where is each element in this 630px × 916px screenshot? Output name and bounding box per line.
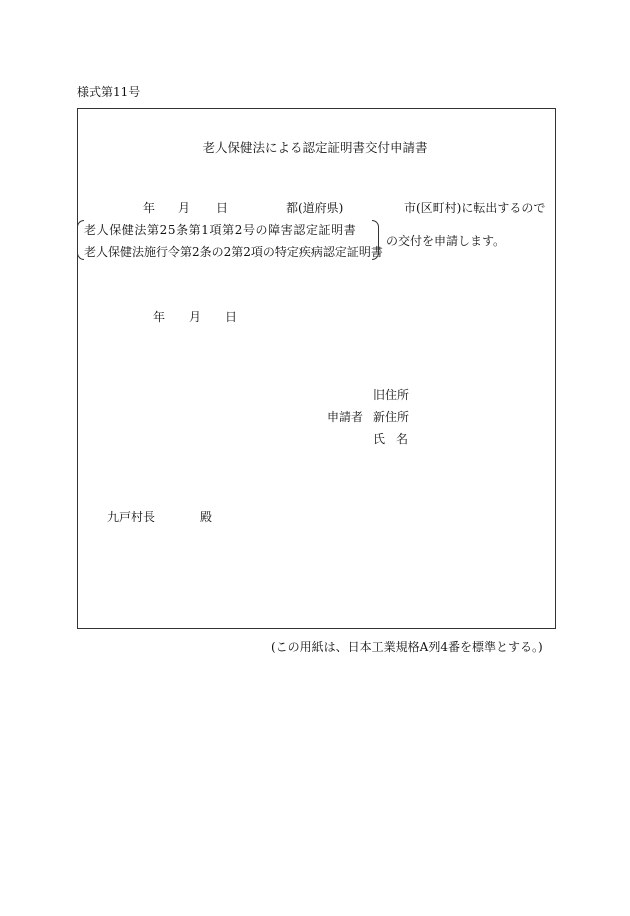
old-address-label: 旧住所 [373, 388, 410, 402]
transfer-year-label: 年 [143, 201, 156, 215]
name-label: 氏名 [373, 432, 420, 446]
options-bracket-left [77, 220, 84, 260]
transfer-day-label: 日 [216, 201, 229, 215]
new-address-label: 新住所 [373, 410, 410, 424]
transfer-month-label: 月 [178, 201, 191, 215]
form-number: 様式第11号 [77, 85, 141, 99]
options-bracket-right [372, 220, 379, 260]
document-title: 老人保健法による認定証明書交付申請書 [202, 140, 428, 155]
addressee-honorific: 殿 [200, 510, 213, 524]
applicant-label: 申請者 [327, 410, 364, 424]
sign-day-label: 日 [225, 310, 238, 324]
request-text: の交付を申請します。 [386, 234, 506, 248]
footer-note: (この用紙は、日本工業規格A列4番を標準とする。) [271, 640, 543, 654]
form-frame [77, 108, 556, 629]
sign-month-label: 月 [189, 310, 202, 324]
prefecture-label: 都(道府県) [286, 201, 344, 215]
sign-year-label: 年 [153, 310, 166, 324]
option-disability-certificate: 老人保健法第25条第1項第2号の障害認定証明書 [84, 223, 357, 237]
addressee-name: 九戸村長 [107, 510, 156, 524]
option-specific-disease-certificate: 老人保健法施行令第2条の2第2項の特定疾病認定証明書 [84, 245, 383, 259]
transfer-text: 市(区町村)に転出するので [404, 201, 546, 215]
